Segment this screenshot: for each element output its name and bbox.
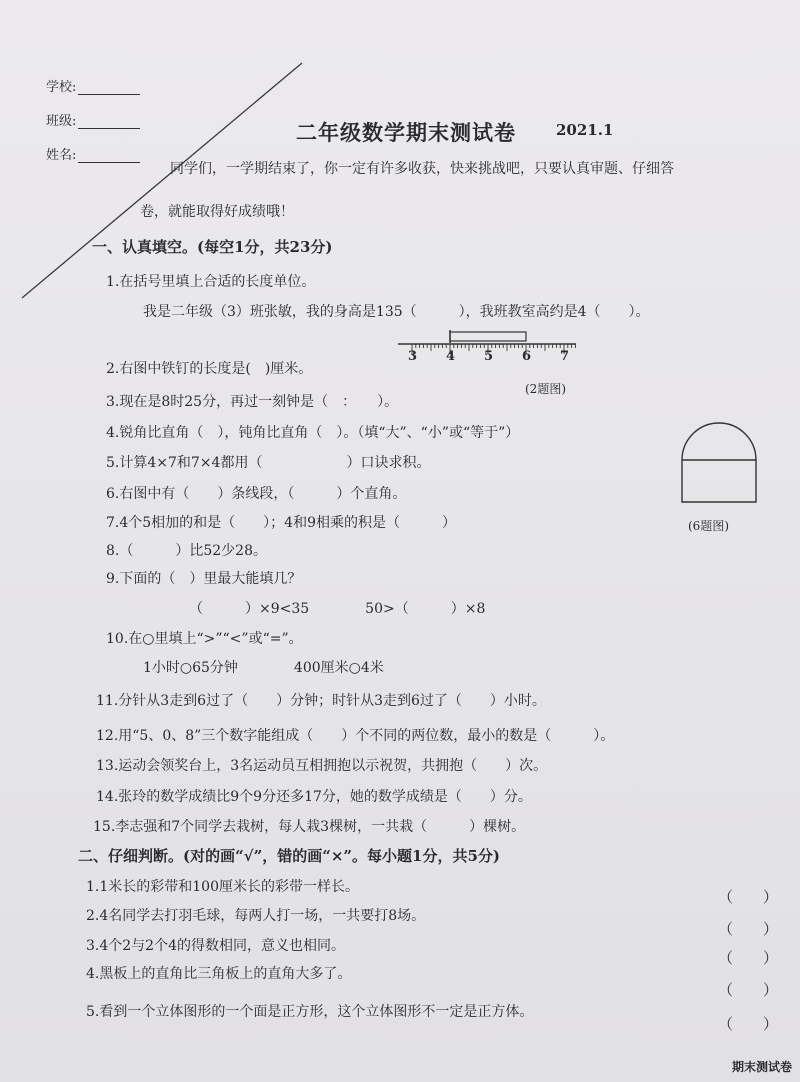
footer-label: 期末测试卷: [732, 1060, 793, 1074]
class-field[interactable]: [46, 110, 140, 129]
judge-item-2: 2.4名同学去打羽毛球，每两人打一场，一共要打8场。: [86, 908, 426, 924]
judge-item-4: 4.黑板上的直角比三角板上的直角大多了。: [86, 966, 352, 982]
q10-body[interactable]: 1小时○65分钟 400厘米○4米: [143, 660, 384, 676]
ruler-tick-label: 7: [560, 349, 570, 364]
judge-item-3: 3.4个2与2个4的得数相同，意义也相同。: [86, 938, 345, 954]
q1: 1.在括号里填上合适的长度单位。: [106, 274, 316, 290]
q15[interactable]: 15.李志强和7个同学去栽树，每人栽3棵树，一共栽（ ）棵树。: [93, 819, 526, 835]
ruler-caption: (2题图): [525, 382, 566, 396]
page-title: 二年级数学期末测试卷: [296, 120, 516, 145]
q7[interactable]: 7.4个5相加的和是（ ）；4和9相乘的积是（ ）: [106, 515, 456, 531]
judge-item-1: 1.1米长的彩带和100厘米长的彩带一样长。: [86, 879, 359, 895]
q4[interactable]: 4.锐角比直角（ ），钝角比直角（ ）。（填“大”、“小”或“等于”）: [106, 425, 520, 441]
school-field[interactable]: [46, 76, 140, 95]
ruler-tick-label: 5: [484, 349, 494, 364]
q14[interactable]: 14.张玲的数学成绩比9个9分还多17分，她的数学成绩是（ ）分。: [96, 789, 532, 805]
ruler-tick-label: 6: [522, 349, 532, 364]
q11[interactable]: 11.分针从3走到6过了（ ）分钟；时针从3走到6过了（ ）小时。: [96, 693, 546, 709]
q3[interactable]: 3.现在是8时25分，再过一刻钟是（ ： ）。: [106, 394, 399, 410]
q12[interactable]: 12.用“5、0、8”三个数字能组成（ ）个不同的两位数，最小的数是（ ）。: [96, 728, 615, 744]
section2-heading: 二、仔细判断。(对的画“√”，错的画“×”。每小题1分，共5分): [78, 847, 501, 865]
q9-body[interactable]: （ ）×9<35 50>（ ）×8: [189, 601, 486, 617]
q2[interactable]: 2.右图中铁钉的长度是( )厘米。: [106, 361, 313, 377]
judge-item-5: 5.看到一个立体图形的一个面是正方形，这个立体图形不一定是正方体。: [86, 1004, 534, 1020]
ruler-tick-label: 4: [446, 349, 456, 364]
q9: 9.下面的（ ）里最大能填几？: [106, 571, 302, 587]
ruler-tick-label: 3: [408, 349, 418, 364]
name-field[interactable]: [46, 144, 140, 163]
judge-answer-5[interactable]: （ ）: [718, 1015, 779, 1033]
judge-answer-1[interactable]: （ ）: [718, 888, 779, 906]
school-label: 学校:: [46, 80, 77, 95]
class-label: 班级:: [46, 114, 77, 129]
q5[interactable]: 5.计算4×7和7×4都用（ ）口诀求积。: [106, 455, 431, 471]
intro-line-2: 卷，就能取得好成绩哦！: [140, 204, 294, 220]
q13[interactable]: 13.运动会领奖台上，3名运动员互相拥抱以示祝贺，共拥抱（ ）次。: [96, 758, 548, 774]
judge-answer-3[interactable]: （ ）: [718, 949, 779, 967]
q1-body[interactable]: 我是二年级（3）班张敏，我的身高是135（ ），我班教室高约是4（ ）。: [143, 304, 650, 320]
shape-caption: (6题图): [688, 519, 729, 533]
section1-heading: 一、认真填空。(每空1分，共23分): [92, 238, 333, 256]
judge-answer-4[interactable]: （ ）: [718, 981, 779, 999]
q8[interactable]: 8.（ ）比52少28。: [106, 543, 267, 559]
q6[interactable]: 6.右图中有（ ）条线段，（ ）个直角。: [106, 486, 407, 502]
judge-answer-2[interactable]: （ ）: [718, 920, 779, 938]
exam-date: 2021.1: [556, 121, 614, 139]
intro-line-1: 同学们，一学期结束了，你一定有许多收获，快来挑战吧，只要认真审题、仔细答: [170, 161, 674, 177]
name-label: 姓名:: [46, 148, 77, 163]
q10: 10.在○里填上“>”“<”或“=”。: [106, 631, 303, 647]
